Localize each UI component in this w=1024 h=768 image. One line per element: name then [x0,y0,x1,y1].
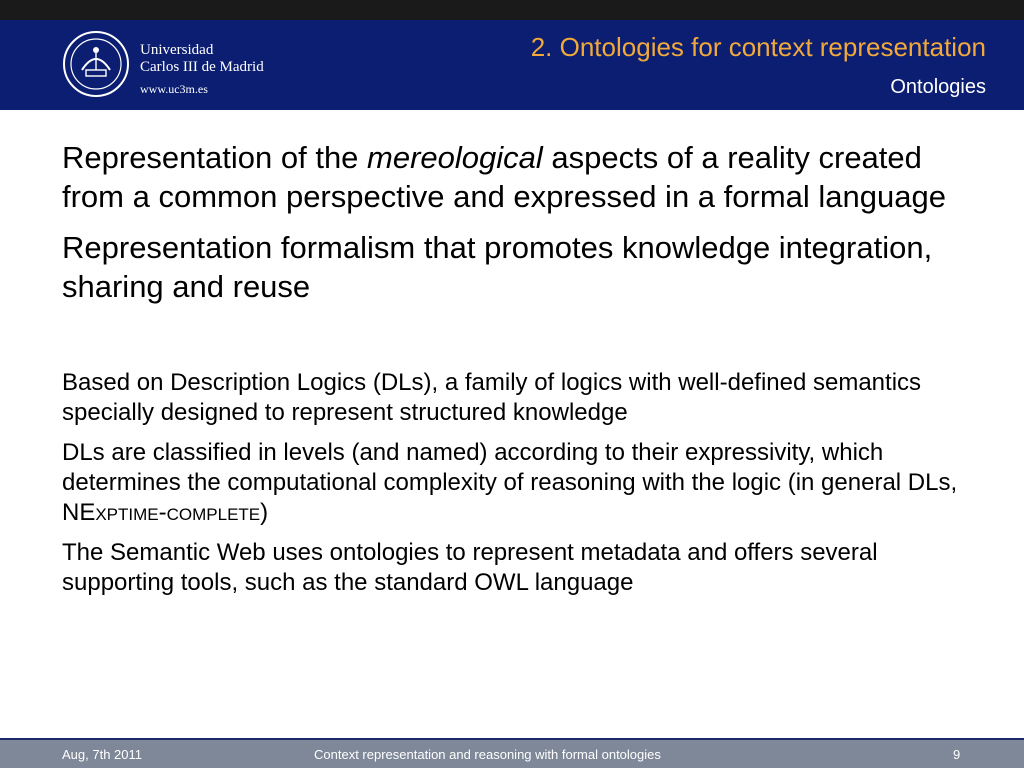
top-strip [0,0,1024,20]
paragraph-semantic-web: The Semantic Web uses ontologies to represent metadata and offers several supporting tools, such as the standard OWL language [62,539,878,596]
paragraph-mereological: Representation of the mereological aspects of a reality created from a common perspective and expressed in a formal language [62,140,946,214]
footer-title: Context representation and reasoning with formal ontologies [314,747,661,762]
footer-date: Aug, 7th 2011 [62,747,142,762]
paragraph-description-logics: Based on Description Logics (DLs), a family of logics with well-defined semantics specially designed to represent structured knowledge [62,369,922,426]
university-name: Universidad Carlos III de Madrid [140,42,264,75]
university-seal-icon [62,30,130,98]
university-logo [62,30,302,100]
slide-title: 2. Ontologies for context representation [530,32,986,62]
page-number: 9 [953,747,961,762]
spacer [62,318,982,368]
slide-content [62,138,982,608]
slide-subtitle: Ontologies [890,76,986,98]
slide-footer [0,738,1024,768]
paragraph-formalism: Representation formalism that promotes knowledge integration, sharing and reuse [62,230,933,304]
paragraph-dl-levels: DLs are classified in levels (and named) according to their expressivity, which determines the computational complexity of reasoning with the logic (in general DLs, NExptime-complete) [62,439,958,526]
university-url: www.uc3m.es [140,82,208,96]
slide-header [0,20,1024,110]
